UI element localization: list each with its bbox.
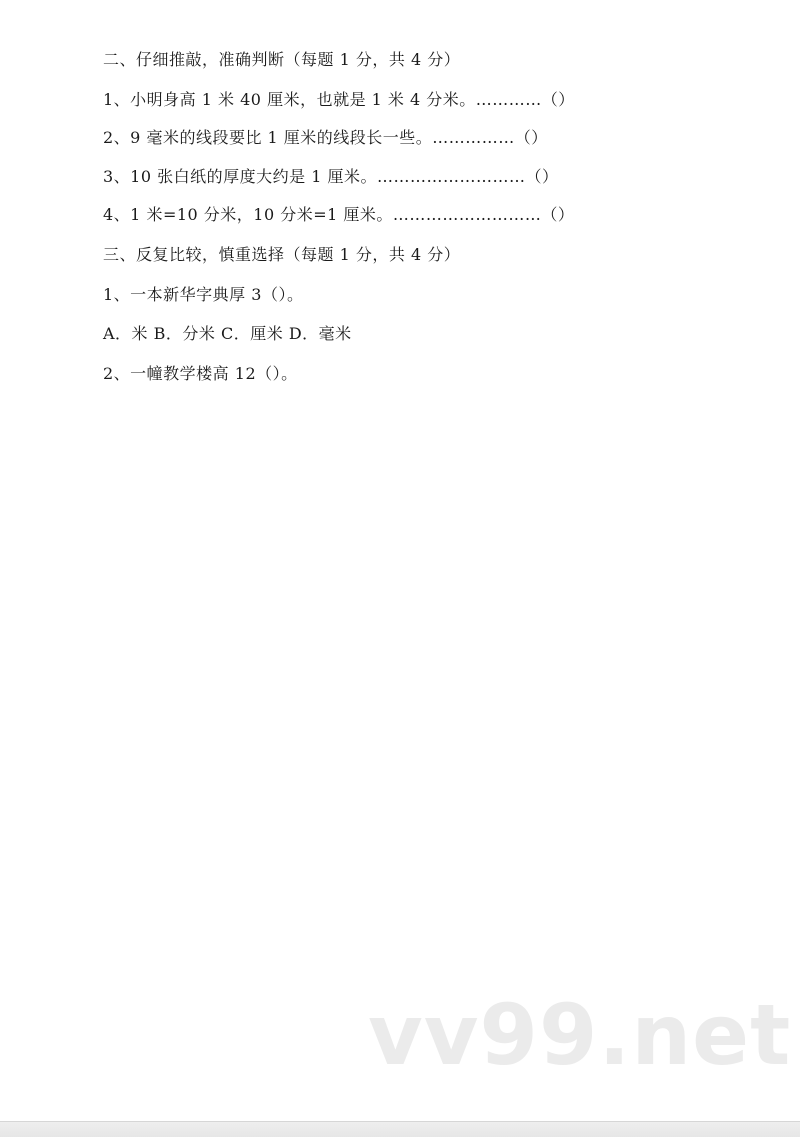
question-3-2: 2、一幢教学楼高 12（）。 <box>103 364 298 383</box>
question-2-4: 4、1 米=10 分米，10 分米=1 厘米。………………………（） <box>103 205 575 224</box>
question-2-1: 1、小明身高 1 米 40 厘米，也就是 1 米 4 分米。…………（） <box>103 90 575 109</box>
question-3-1-options: A．米 B．分米 C．厘米 D．毫米 <box>103 324 352 343</box>
section-two-heading: 二、仔细推敲，准确判断（每题 1 分，共 4 分） <box>103 50 461 69</box>
watermark-text: vv99.net <box>368 986 792 1084</box>
question-2-3: 3、10 张白纸的厚度大约是 1 厘米。………………………（） <box>103 167 559 186</box>
question-3-1: 1、一本新华字典厚 3（）。 <box>103 285 304 304</box>
section-three-heading: 三、反复比较，慎重选择（每题 1 分，共 4 分） <box>103 245 461 264</box>
question-2-2: 2、9 毫米的线段要比 1 厘米的线段长一些。……………（） <box>103 128 548 147</box>
page-bottom-edge <box>0 1121 800 1137</box>
